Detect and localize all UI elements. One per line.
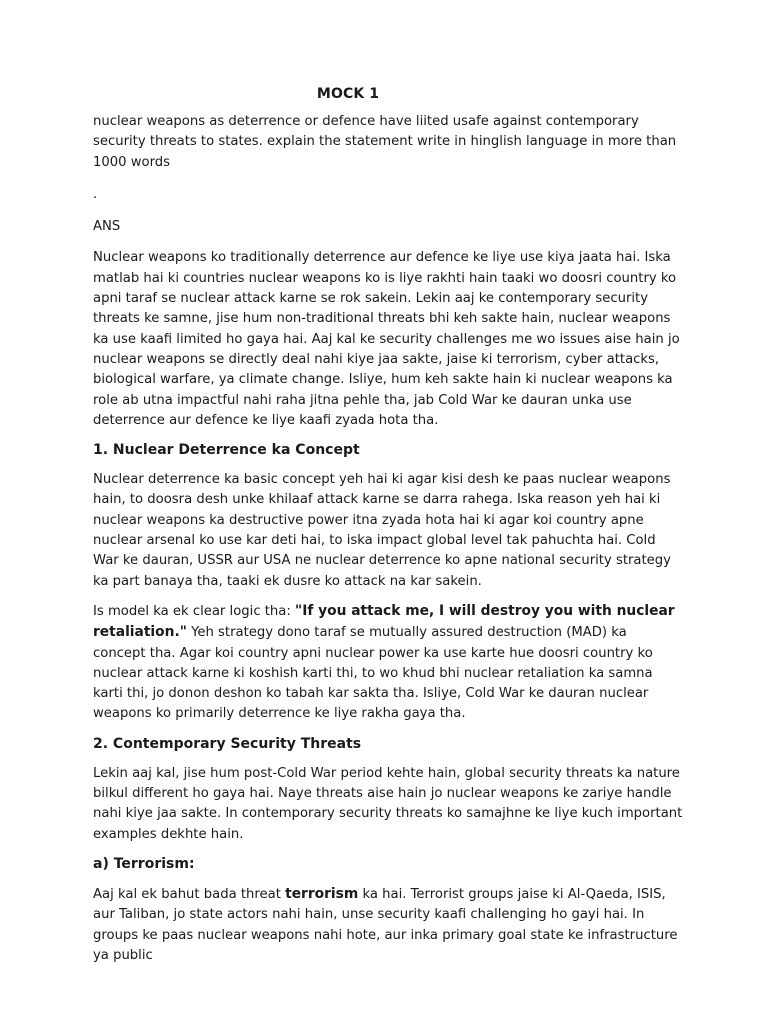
section-1-paragraph-2-lead: Is model ka ek clear logic tha: xyxy=(93,603,296,619)
subsection-a-paragraph xyxy=(93,884,683,966)
section-1-paragraph-1: Nuclear deterrence ka basic concept yeh hai ki agar kisi desh ke paas nuclear weapons hain, to doosra desh unke khilaaf attack karne se darra rahega. Iska reason yeh hai ki nuclear weapons ka destructive power itna zyada hota hai ki agar koi country apne nuclear arsenal ko use kar deti hai, to iska impact global level tak pahuchta hai. Cold War ke dauran, USSR aur USA ne nuclear deterrence ko apne national security strategy ka part banaya tha, taaki ek dusre ko attack na kar sakein. xyxy=(93,472,671,589)
intro-paragraph: Nuclear weapons ko traditionally deterrence aur defence ke liye use kiya jaata hai. Iska matlab hai ki countries nuclear weapons ko is liye rakhti hain taaki wo doosri country ko apni taraf se nuclear attack karne se rok sakein. Lekin aaj ke contemporary security threats ke samne, jise hum non-traditional threats bhi keh sakte hain, nuclear weapons ka use kaafi limited ho gaya hai. Aaj kal ke security challenges me wo issues aise hain jo nuclear weapons se directly deal nahi kiye jaa sakte, jaise ki terrorism, cyber attacks, biological warfare, ya climate change. Isliye, hum keh sakte hain ki nuclear weapons ka role ab utna impactful nahi raha jitna pehle tha, jab Cold War ke dauran unka use deterrence aur defence ke liye kaafi zyada hota tha. xyxy=(93,250,680,428)
section-2-paragraph-1: Lekin aaj kal, jise hum post-Cold War period kehte hain, global security threats ka nature bilkul different ho gaya hai. Naye threats aise hain jo nuclear weapons ke zariye handle nahi kiye jaa sakte. In contemporary security threats ko samajhne ke liye kuch important examples dekhte hain. xyxy=(93,765,683,842)
section-2-heading: 2. Contemporary Security Threats xyxy=(93,735,362,752)
terrorism-keyword: terrorism xyxy=(285,885,359,902)
subsection-a-heading: a) Terrorism: xyxy=(93,855,195,872)
section-1-heading: 1. Nuclear Deterrence ka Concept xyxy=(93,442,360,459)
subsection-a-lead: Aaj kal ek bahut bada threat xyxy=(93,886,286,902)
dot-line: . xyxy=(93,186,98,202)
section-1-paragraph-2-rest: Yeh strategy dono taraf se mutually assured destruction (MAD) ka concept tha. Agar koi country apni nuclear power ka use karte hue doosri country ko nuclear attack karne ki koshish karti thi, to wo khud bhi nuclear retaliation ka samna karti thi, jo donon deshon ko tabah kar sakta tha. Isliye, Cold War ke dauran nuclear weapons ko primarily deterrence ke liye rakha gaya tha. xyxy=(93,625,653,722)
retaliation-quote: "If you attack me, I will destroy you with nuclear retaliation." xyxy=(93,602,675,641)
document-title: MOCK 1 xyxy=(316,86,380,102)
ans-label: ANS xyxy=(93,219,121,235)
question-text: nuclear weapons as deterrence or defence have liited usafe against contemporary security threats to states. explain the statement write in hinglish language in more than 1000 words xyxy=(93,114,677,170)
document-page xyxy=(93,86,683,975)
section-1-paragraph-2 xyxy=(93,601,683,725)
subsection-a-rest: ka hai. Terrorist groups jaise ki Al-Qaeda, ISIS, aur Taliban, jo state actors nahi hain, unse security kaafi challenging ho gayi hai. In groups ke paas nuclear weapons nahi hote, aur inka primary goal state ke infrastructure ya public xyxy=(93,886,678,963)
